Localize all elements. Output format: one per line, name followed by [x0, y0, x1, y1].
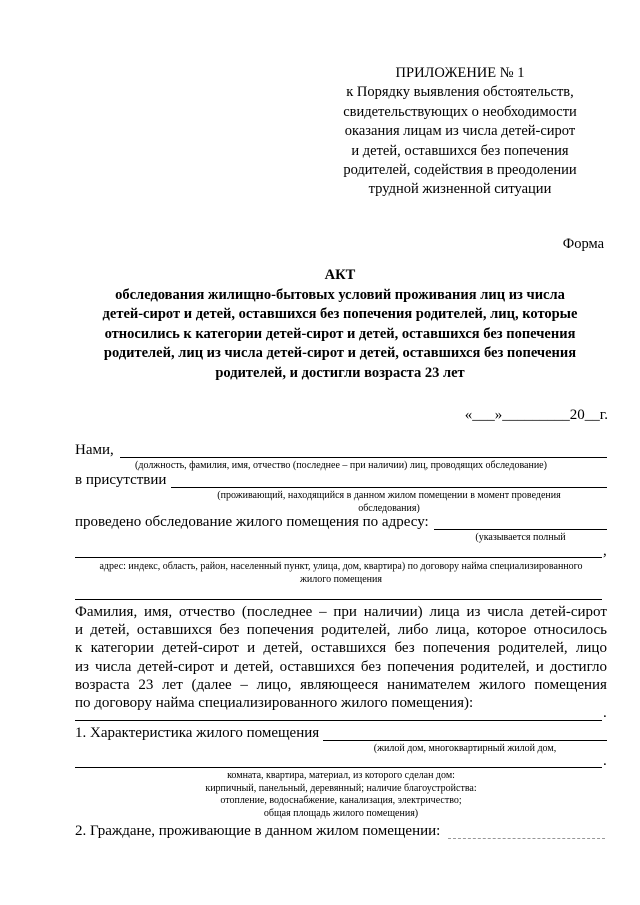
- address-hint-line: адрес: индекс, область, район, населенный пункт, улица, дом, квартира) по договору найма специализированного: [99, 561, 583, 572]
- presence-label: в присутствии: [75, 472, 167, 488]
- section-1-hint-line: кирпичный, панельный, деревянный; наличие благоустройства:: [205, 782, 477, 794]
- paragraph-word: числа: [487, 604, 524, 620]
- section-1-hint-2: [75, 770, 607, 820]
- address-line[interactable]: [75, 557, 602, 558]
- appendix-heading: ПРИЛОЖЕНИЕ № 1: [395, 65, 525, 81]
- paragraph-word: из: [466, 604, 481, 620]
- section-1-hint-line: отопление, водоснабжение, канализация, электричество;: [220, 795, 462, 806]
- subject-paragraph: [75, 603, 607, 712]
- presence-hint-line: (проживающий, находящийся в данном жилом помещении в момент проведения: [217, 490, 561, 501]
- paragraph-word: без: [394, 640, 415, 657]
- presence-hint-line: обследования): [358, 502, 420, 514]
- paragraph-word: жилого: [479, 676, 526, 693]
- presence-field[interactable]: [171, 487, 607, 488]
- paragraph-word: детей-сирот: [137, 658, 215, 675]
- paragraph-word: 23: [138, 676, 154, 693]
- paragraph-word: родителей,: [498, 640, 568, 657]
- appendix-line: родителей, содействия в преодолении: [343, 162, 577, 179]
- paragraph-word: –: [240, 676, 248, 693]
- paragraph-word: достигло: [549, 658, 607, 675]
- paragraph-word: возраста: [75, 676, 130, 693]
- paragraph-word: (далее: [191, 676, 232, 693]
- paragraph-line: [75, 621, 607, 639]
- paragraph-word: лицо,: [256, 676, 292, 693]
- paragraph-word: без: [360, 658, 382, 675]
- presence-hint: [171, 490, 607, 515]
- paragraph-word: (последнее: [241, 604, 313, 620]
- paragraph-word: помещения: [534, 676, 607, 693]
- paragraph-word: отчество: [178, 604, 236, 620]
- paragraph-word: числа: [95, 658, 132, 675]
- paragraph-word: попечения: [246, 622, 314, 639]
- paragraph-word: попечения: [422, 640, 490, 657]
- paragraph-word: детей,: [263, 640, 303, 657]
- form-label: Форма: [562, 236, 604, 252]
- subject-name-field[interactable]: [75, 720, 602, 721]
- paragraph-word: из: [75, 658, 89, 675]
- survey-hint-text: (указывается полный: [475, 532, 566, 543]
- appendix-block: [330, 64, 590, 200]
- paragraph-word: при: [333, 604, 357, 620]
- by-us-field[interactable]: [120, 457, 607, 458]
- paragraph-word: детей-сирот: [162, 640, 239, 657]
- act-subtitle-line: родителей, лиц из числа детей-сирот и детей, оставшихся без попечения: [103, 345, 577, 361]
- paragraph-word: и: [220, 658, 229, 675]
- paragraph-last-line: по договору найма специализированного жилого помещения):: [75, 695, 474, 712]
- section-1-hint: [323, 743, 607, 756]
- paragraph-word: оставшихся: [279, 658, 355, 675]
- paragraph-word: лицо: [575, 640, 607, 657]
- paragraph-word: являющееся: [300, 676, 379, 693]
- address-hint-line: жилого помещения: [300, 573, 382, 585]
- paragraph-word: либо: [397, 622, 429, 639]
- paragraph-word: детей,: [90, 622, 130, 639]
- paragraph-word: и: [75, 622, 84, 639]
- paragraph-word: лица: [429, 604, 460, 620]
- section-2-field[interactable]: [448, 838, 605, 839]
- act-title-block: [60, 266, 620, 383]
- paragraph-word: лет: [162, 676, 183, 693]
- act-subtitle-line: относились к категории детей-сирот и детей, оставшихся без попечения: [104, 325, 576, 342]
- paragraph-line: [75, 639, 607, 657]
- period-mark: .: [603, 705, 607, 721]
- paragraph-word: лица,: [435, 622, 470, 639]
- by-us-label: Нами,: [75, 442, 114, 458]
- section-1-hint-line: общая площадь жилого помещения): [263, 807, 419, 819]
- paragraph-word: –: [319, 604, 327, 620]
- section-1-field[interactable]: [323, 740, 607, 741]
- paragraph-word: без: [219, 622, 240, 639]
- paragraph-word: оставшихся: [136, 622, 213, 639]
- paragraph-word: оставшихся: [310, 640, 387, 657]
- section-1-hint-text: (жилой дом, многоквартирный жилой дом,: [373, 743, 557, 754]
- section-1-line-2[interactable]: [75, 767, 602, 768]
- appendix-line: и детей, оставшихся без попечения: [351, 142, 569, 159]
- paragraph-word: попечения: [387, 658, 455, 675]
- act-title: АКТ: [324, 267, 356, 283]
- paragraph-word: которое: [476, 622, 527, 639]
- address-comma: ,: [603, 543, 607, 559]
- paragraph-word: детей-сирот: [530, 604, 607, 620]
- paragraph-word: родителей,: [321, 622, 391, 639]
- paragraph-word: и: [247, 640, 256, 657]
- paragraph-line: [75, 658, 607, 676]
- act-subtitle-line: детей-сирот и детей, оставшихся без попечения родителей, лиц, которые: [102, 306, 578, 322]
- paragraph-word: наличии): [363, 604, 423, 620]
- survey-address-field[interactable]: [434, 529, 607, 530]
- paragraph-line: [75, 676, 607, 694]
- appendix-line: свидетельствующих о необходимости: [343, 103, 577, 120]
- section-1-hint-line: комната, квартира, материал, из которого сделан дом:: [227, 770, 455, 781]
- appendix-line: трудной жизненной ситуации: [368, 181, 552, 198]
- address-hint: [66, 561, 616, 586]
- address-line-2[interactable]: [75, 599, 602, 600]
- paragraph-word: относилось: [533, 622, 607, 639]
- paragraph-word: родителей,: [460, 658, 530, 675]
- paragraph-line: [75, 603, 607, 621]
- section-2-label: 2. Граждане, проживающие в данном жилом помещении:: [75, 823, 441, 839]
- period-mark-2: .: [603, 753, 607, 769]
- paragraph-word: нанимателем: [387, 676, 471, 693]
- date-field[interactable]: «___»_________20__г.: [464, 407, 608, 423]
- paragraph-word: Фамилия,: [75, 604, 138, 620]
- paragraph-word: и: [535, 658, 544, 675]
- section-1-label: 1. Характеристика жилого помещения: [75, 725, 320, 741]
- paragraph-word: имя,: [143, 604, 173, 620]
- paragraph-word: детей,: [234, 658, 274, 675]
- act-subtitle-line: родителей, и достигли возраста 23 лет: [215, 364, 465, 381]
- survey-hint: [434, 532, 607, 545]
- appendix-line: к Порядку выявления обстоятельств,: [346, 84, 574, 101]
- paragraph-word: к: [75, 640, 83, 657]
- survey-label: проведено обследование жилого помещения по адресу:: [75, 514, 429, 530]
- by-us-hint-text: (должность, фамилия, имя, отчество (последнее – при наличии) лиц, проводящих обследование): [135, 460, 547, 471]
- paragraph-word: категории: [90, 640, 154, 657]
- appendix-line: оказания лицам из числа детей-сирот: [344, 123, 576, 140]
- by-us-hint: [75, 460, 607, 473]
- act-subtitle-line: обследования жилищно-бытовых условий проживания лиц из числа: [115, 286, 565, 303]
